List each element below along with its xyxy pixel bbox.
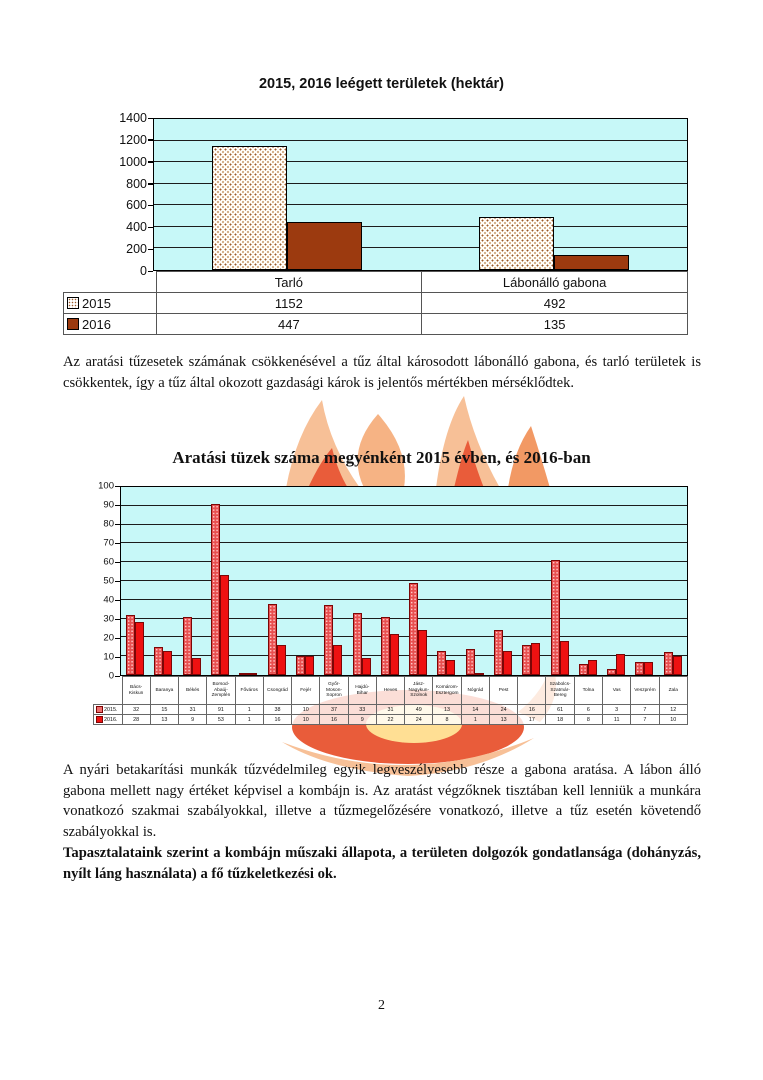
value-cell: 135 bbox=[422, 314, 688, 335]
value-cell: 22 bbox=[376, 715, 404, 725]
bar-group bbox=[291, 487, 319, 675]
value-cell: 16 bbox=[320, 715, 348, 725]
value-cell: 13 bbox=[489, 715, 517, 725]
value-cell: 9 bbox=[179, 715, 207, 725]
chart2-plot-area bbox=[120, 486, 688, 676]
chart1-title: 2015, 2016 leégett területek (hektár) bbox=[258, 76, 504, 92]
legend-cell bbox=[64, 293, 157, 314]
category-header-cell: Békés bbox=[179, 677, 207, 705]
table-header-row bbox=[94, 677, 688, 705]
bar-group bbox=[432, 487, 460, 675]
value-cell: 17 bbox=[518, 715, 546, 725]
bar-2016-Baranya bbox=[163, 651, 172, 675]
category-header-cell: Zala bbox=[659, 677, 687, 705]
value-cell: 447 bbox=[156, 314, 422, 335]
legend-label: 2016. bbox=[104, 716, 118, 723]
bar-2016-Fejér bbox=[305, 656, 314, 675]
chart2-harvest-fires-by-county bbox=[93, 480, 688, 725]
category-header-cell: Tarló bbox=[156, 272, 422, 293]
bar-2016-Szabolcs-Szatmár-Bereg bbox=[560, 641, 569, 675]
value-cell: 8 bbox=[574, 715, 602, 725]
y-tick-label: 50 bbox=[103, 575, 114, 587]
y-tick-label: 90 bbox=[103, 499, 114, 511]
legend-cell bbox=[94, 705, 123, 715]
value-cell: 7 bbox=[631, 705, 659, 715]
legend-entry bbox=[95, 706, 121, 713]
value-cell: 12 bbox=[659, 705, 687, 715]
chart1-data-table bbox=[63, 271, 688, 335]
category-header-cell: Pest bbox=[489, 677, 517, 705]
value-cell: 3 bbox=[603, 705, 631, 715]
bar-group bbox=[659, 487, 687, 675]
y-tick-label: 0 bbox=[108, 670, 114, 682]
bar-2015-Vas bbox=[607, 669, 616, 675]
bar-2016-Vas bbox=[616, 654, 625, 675]
y-tick-label: 800 bbox=[126, 176, 147, 191]
y-tick-label: 60 bbox=[103, 556, 114, 568]
bar-group bbox=[517, 487, 545, 675]
bar-2015-Heves bbox=[381, 617, 390, 675]
paragraph-2: A nyári betakarítási munkák tűzvédelmileg egyik legveszélyesebb része a gabona aratása. A lábon álló gabona mellett nagy értéket képvisel a kombájn is. Az aratást végzőknek tisztában kell lenniük a munkára vonatkozó szakmai szabályokkal, illetve a tűzmegelőzésére vonatkozó, illetve a tűz esetén követendő szabályokkal is. bbox=[63, 762, 701, 841]
y-tick-label: 1200 bbox=[119, 132, 147, 147]
value-cell: 16 bbox=[518, 705, 546, 715]
category-header-cell bbox=[518, 677, 546, 705]
value-cell: 10 bbox=[659, 715, 687, 725]
value-cell: 11 bbox=[603, 715, 631, 725]
category-header-cell: Nógrád bbox=[461, 677, 489, 705]
value-cell: 1 bbox=[235, 705, 263, 715]
chart1-y-axis bbox=[63, 111, 153, 278]
bar-group bbox=[319, 487, 347, 675]
legend-swatch-icon bbox=[67, 318, 79, 330]
series-row bbox=[64, 293, 688, 314]
y-tick-label: 70 bbox=[103, 537, 114, 549]
value-cell: 13 bbox=[150, 715, 178, 725]
value-cell: 492 bbox=[422, 293, 688, 314]
value-cell: 37 bbox=[320, 705, 348, 715]
paragraph-3-bold: Tapasztalataink szerint a kombájn műszaki állapota, a területen dolgozók gondatlansága (dohányzás, nyílt láng használata) a fő tűzkeletkezési ok. bbox=[63, 844, 701, 882]
bar-2015-Békés bbox=[183, 617, 192, 675]
bar-group bbox=[630, 487, 658, 675]
series-row bbox=[94, 705, 688, 715]
value-cell: 49 bbox=[405, 705, 433, 715]
category-header-cell: Vas bbox=[603, 677, 631, 705]
bar-2015-Hajdú-Bihar bbox=[353, 613, 362, 675]
y-tick-label: 20 bbox=[103, 632, 114, 644]
value-cell: 38 bbox=[263, 705, 291, 715]
value-cell: 91 bbox=[207, 705, 235, 715]
y-tick-label: 10 bbox=[103, 651, 114, 663]
series-row bbox=[94, 715, 688, 725]
bar-group bbox=[574, 487, 602, 675]
bar-2015-Bács-Kiskun bbox=[126, 615, 135, 675]
y-tick-label: 80 bbox=[103, 518, 114, 530]
category-header-cell: Csongrád bbox=[263, 677, 291, 705]
value-cell: 24 bbox=[489, 705, 517, 715]
bar-2015-Tolna bbox=[579, 664, 588, 675]
bar-2016-Komárom-Esztergom bbox=[446, 660, 455, 675]
chart1-plot-area bbox=[153, 118, 688, 271]
y-tick-label: 30 bbox=[103, 613, 114, 625]
bar-2015-Tarló bbox=[212, 146, 287, 270]
category-header-cell: Főváros bbox=[235, 677, 263, 705]
bar-2016-Lábonálló gabona bbox=[554, 255, 629, 270]
bar-2015-Borsod-Abaúj-Zemplén bbox=[211, 504, 220, 675]
bar-2015-Zala bbox=[664, 652, 673, 675]
bar-2016-Pest bbox=[503, 651, 512, 675]
series-row bbox=[64, 314, 688, 335]
bar-group bbox=[376, 487, 404, 675]
bar-2016-Győr-Moson-Sopron bbox=[333, 645, 342, 675]
category-header-cell: Heves bbox=[376, 677, 404, 705]
value-cell: 15 bbox=[150, 705, 178, 715]
bar-2016-Zala bbox=[673, 656, 682, 675]
value-cell: 10 bbox=[292, 705, 320, 715]
category-header-cell: Komárom-Esztergom bbox=[433, 677, 461, 705]
bar-2016-Bács-Kiskun bbox=[135, 622, 144, 675]
bar-2016-Főváros bbox=[248, 673, 257, 675]
bar-series-container bbox=[121, 487, 687, 675]
value-cell: 18 bbox=[546, 715, 574, 725]
bar-2016-col14 bbox=[531, 643, 540, 675]
value-cell: 8 bbox=[433, 715, 461, 725]
legend-swatch-icon bbox=[96, 706, 103, 713]
page-number: 2 bbox=[378, 998, 385, 1013]
chart2-data-table bbox=[93, 676, 688, 725]
category-header-cell: Baranya bbox=[150, 677, 178, 705]
bar-2015-Lábonálló gabona bbox=[479, 217, 554, 270]
value-cell: 10 bbox=[292, 715, 320, 725]
bar-2016-Csongrád bbox=[277, 645, 286, 675]
bar-2016-Veszprém bbox=[644, 662, 653, 675]
legend-label: 2016 bbox=[82, 316, 111, 332]
bar-2016-Jász-Nagykun-Szolnok bbox=[418, 630, 427, 675]
chart1-burned-area bbox=[63, 111, 688, 335]
bar-2015-Győr-Moson-Sopron bbox=[324, 605, 333, 675]
category-header-cell: Veszprém bbox=[631, 677, 659, 705]
value-cell: 1 bbox=[461, 715, 489, 725]
y-tick-label: 1400 bbox=[119, 111, 147, 125]
bar-2015-col14 bbox=[522, 645, 531, 675]
legend-label: 2015 bbox=[82, 295, 111, 311]
bar-group bbox=[262, 487, 290, 675]
bar-2016-Borsod-Abaúj-Zemplén bbox=[220, 575, 229, 675]
value-cell: 7 bbox=[631, 715, 659, 725]
legend-entry bbox=[65, 317, 155, 332]
bar-2015-Baranya bbox=[154, 647, 163, 675]
legend-cell bbox=[64, 314, 157, 335]
value-cell: 1 bbox=[235, 715, 263, 725]
category-header-cell: Lábonálló gabona bbox=[422, 272, 688, 293]
legend-entry bbox=[95, 716, 121, 723]
paragraph-block bbox=[63, 760, 701, 884]
category-header-cell: Hajdú-Bihar bbox=[348, 677, 376, 705]
bar-2015-Nógrád bbox=[466, 649, 475, 675]
value-cell: 32 bbox=[122, 705, 150, 715]
bar-series-container bbox=[154, 119, 687, 270]
value-cell: 24 bbox=[405, 715, 433, 725]
legend-swatch-icon bbox=[67, 297, 79, 309]
category-header-cell: Szabolcs-Szatmár-Bereg bbox=[546, 677, 574, 705]
bar-group bbox=[461, 487, 489, 675]
y-tick-label: 600 bbox=[126, 198, 147, 213]
chart2-title: Aratási tüzek száma megyénként 2015 évben, és 2016-ban bbox=[172, 448, 591, 467]
bar-2016-Békés bbox=[192, 658, 201, 675]
bar-2015-Jász-Nagykun-Szolnok bbox=[409, 583, 418, 675]
bar-2015-Pest bbox=[494, 630, 503, 675]
table-header-row bbox=[64, 272, 688, 293]
y-tick-label: 40 bbox=[103, 594, 114, 606]
value-cell: 31 bbox=[179, 705, 207, 715]
bar-2016-Tolna bbox=[588, 660, 597, 675]
bar-group bbox=[121, 487, 149, 675]
value-cell: 9 bbox=[348, 715, 376, 725]
y-tick-label: 400 bbox=[126, 220, 147, 235]
value-cell: 53 bbox=[207, 715, 235, 725]
value-cell: 28 bbox=[122, 715, 150, 725]
category-header-cell: Jász-Nagykun-Szolnok bbox=[405, 677, 433, 705]
category-header-cell: Fejér bbox=[292, 677, 320, 705]
bar-group bbox=[149, 487, 177, 675]
legend-swatch-icon bbox=[96, 716, 103, 723]
bar-group bbox=[602, 487, 630, 675]
bar-2015-Komárom-Esztergom bbox=[437, 651, 446, 675]
chart2-y-axis bbox=[93, 480, 120, 682]
category-header-cell: Borsod-Abaúj-Zemplén bbox=[207, 677, 235, 705]
bar-group bbox=[489, 487, 517, 675]
y-tick-label: 1000 bbox=[119, 154, 147, 169]
value-cell: 31 bbox=[376, 705, 404, 715]
value-cell: 33 bbox=[348, 705, 376, 715]
y-tick-label: 200 bbox=[126, 242, 147, 257]
bar-2016-Heves bbox=[390, 634, 399, 675]
value-cell: 16 bbox=[263, 715, 291, 725]
legend-cell bbox=[94, 715, 123, 725]
bar-2015-Csongrád bbox=[268, 604, 277, 675]
paragraph-1: Az aratási tűzesetek számának csökkenésével a tűz által károsodott lábonálló gabona, és tarló területek is csökkentek, így a tűz által okozott gazdasági károk is jelentős mértékben mérséklődtek. bbox=[63, 354, 701, 391]
value-cell: 6 bbox=[574, 705, 602, 715]
bar-2015-Szabolcs-Szatmár-Bereg bbox=[551, 560, 560, 675]
category-header-cell: Bács-Kiskun bbox=[122, 677, 150, 705]
value-cell: 61 bbox=[546, 705, 574, 715]
value-cell: 1152 bbox=[156, 293, 422, 314]
category-header-cell: Tolna bbox=[574, 677, 602, 705]
bar-group bbox=[178, 487, 206, 675]
y-tick-label: 100 bbox=[98, 480, 114, 492]
bar-group bbox=[234, 487, 262, 675]
bar-2016-Hajdú-Bihar bbox=[362, 658, 371, 675]
bar-group bbox=[421, 119, 688, 270]
y-tick-label: 0 bbox=[140, 264, 147, 278]
bar-2016-Tarló bbox=[287, 222, 362, 270]
bar-group bbox=[206, 487, 234, 675]
bar-2016-Nógrád bbox=[475, 673, 484, 675]
legend-entry bbox=[65, 296, 155, 311]
legend-label: 2015. bbox=[104, 706, 118, 713]
value-cell: 14 bbox=[461, 705, 489, 715]
bar-group bbox=[545, 487, 573, 675]
bar-group bbox=[154, 119, 421, 270]
bar-group bbox=[347, 487, 375, 675]
bar-group bbox=[404, 487, 432, 675]
bar-2015-Főváros bbox=[239, 673, 248, 675]
value-cell: 13 bbox=[433, 705, 461, 715]
bar-2015-Fejér bbox=[296, 656, 305, 675]
bar-2015-Veszprém bbox=[635, 662, 644, 675]
category-header-cell: Győr-Moson-Sopron bbox=[320, 677, 348, 705]
